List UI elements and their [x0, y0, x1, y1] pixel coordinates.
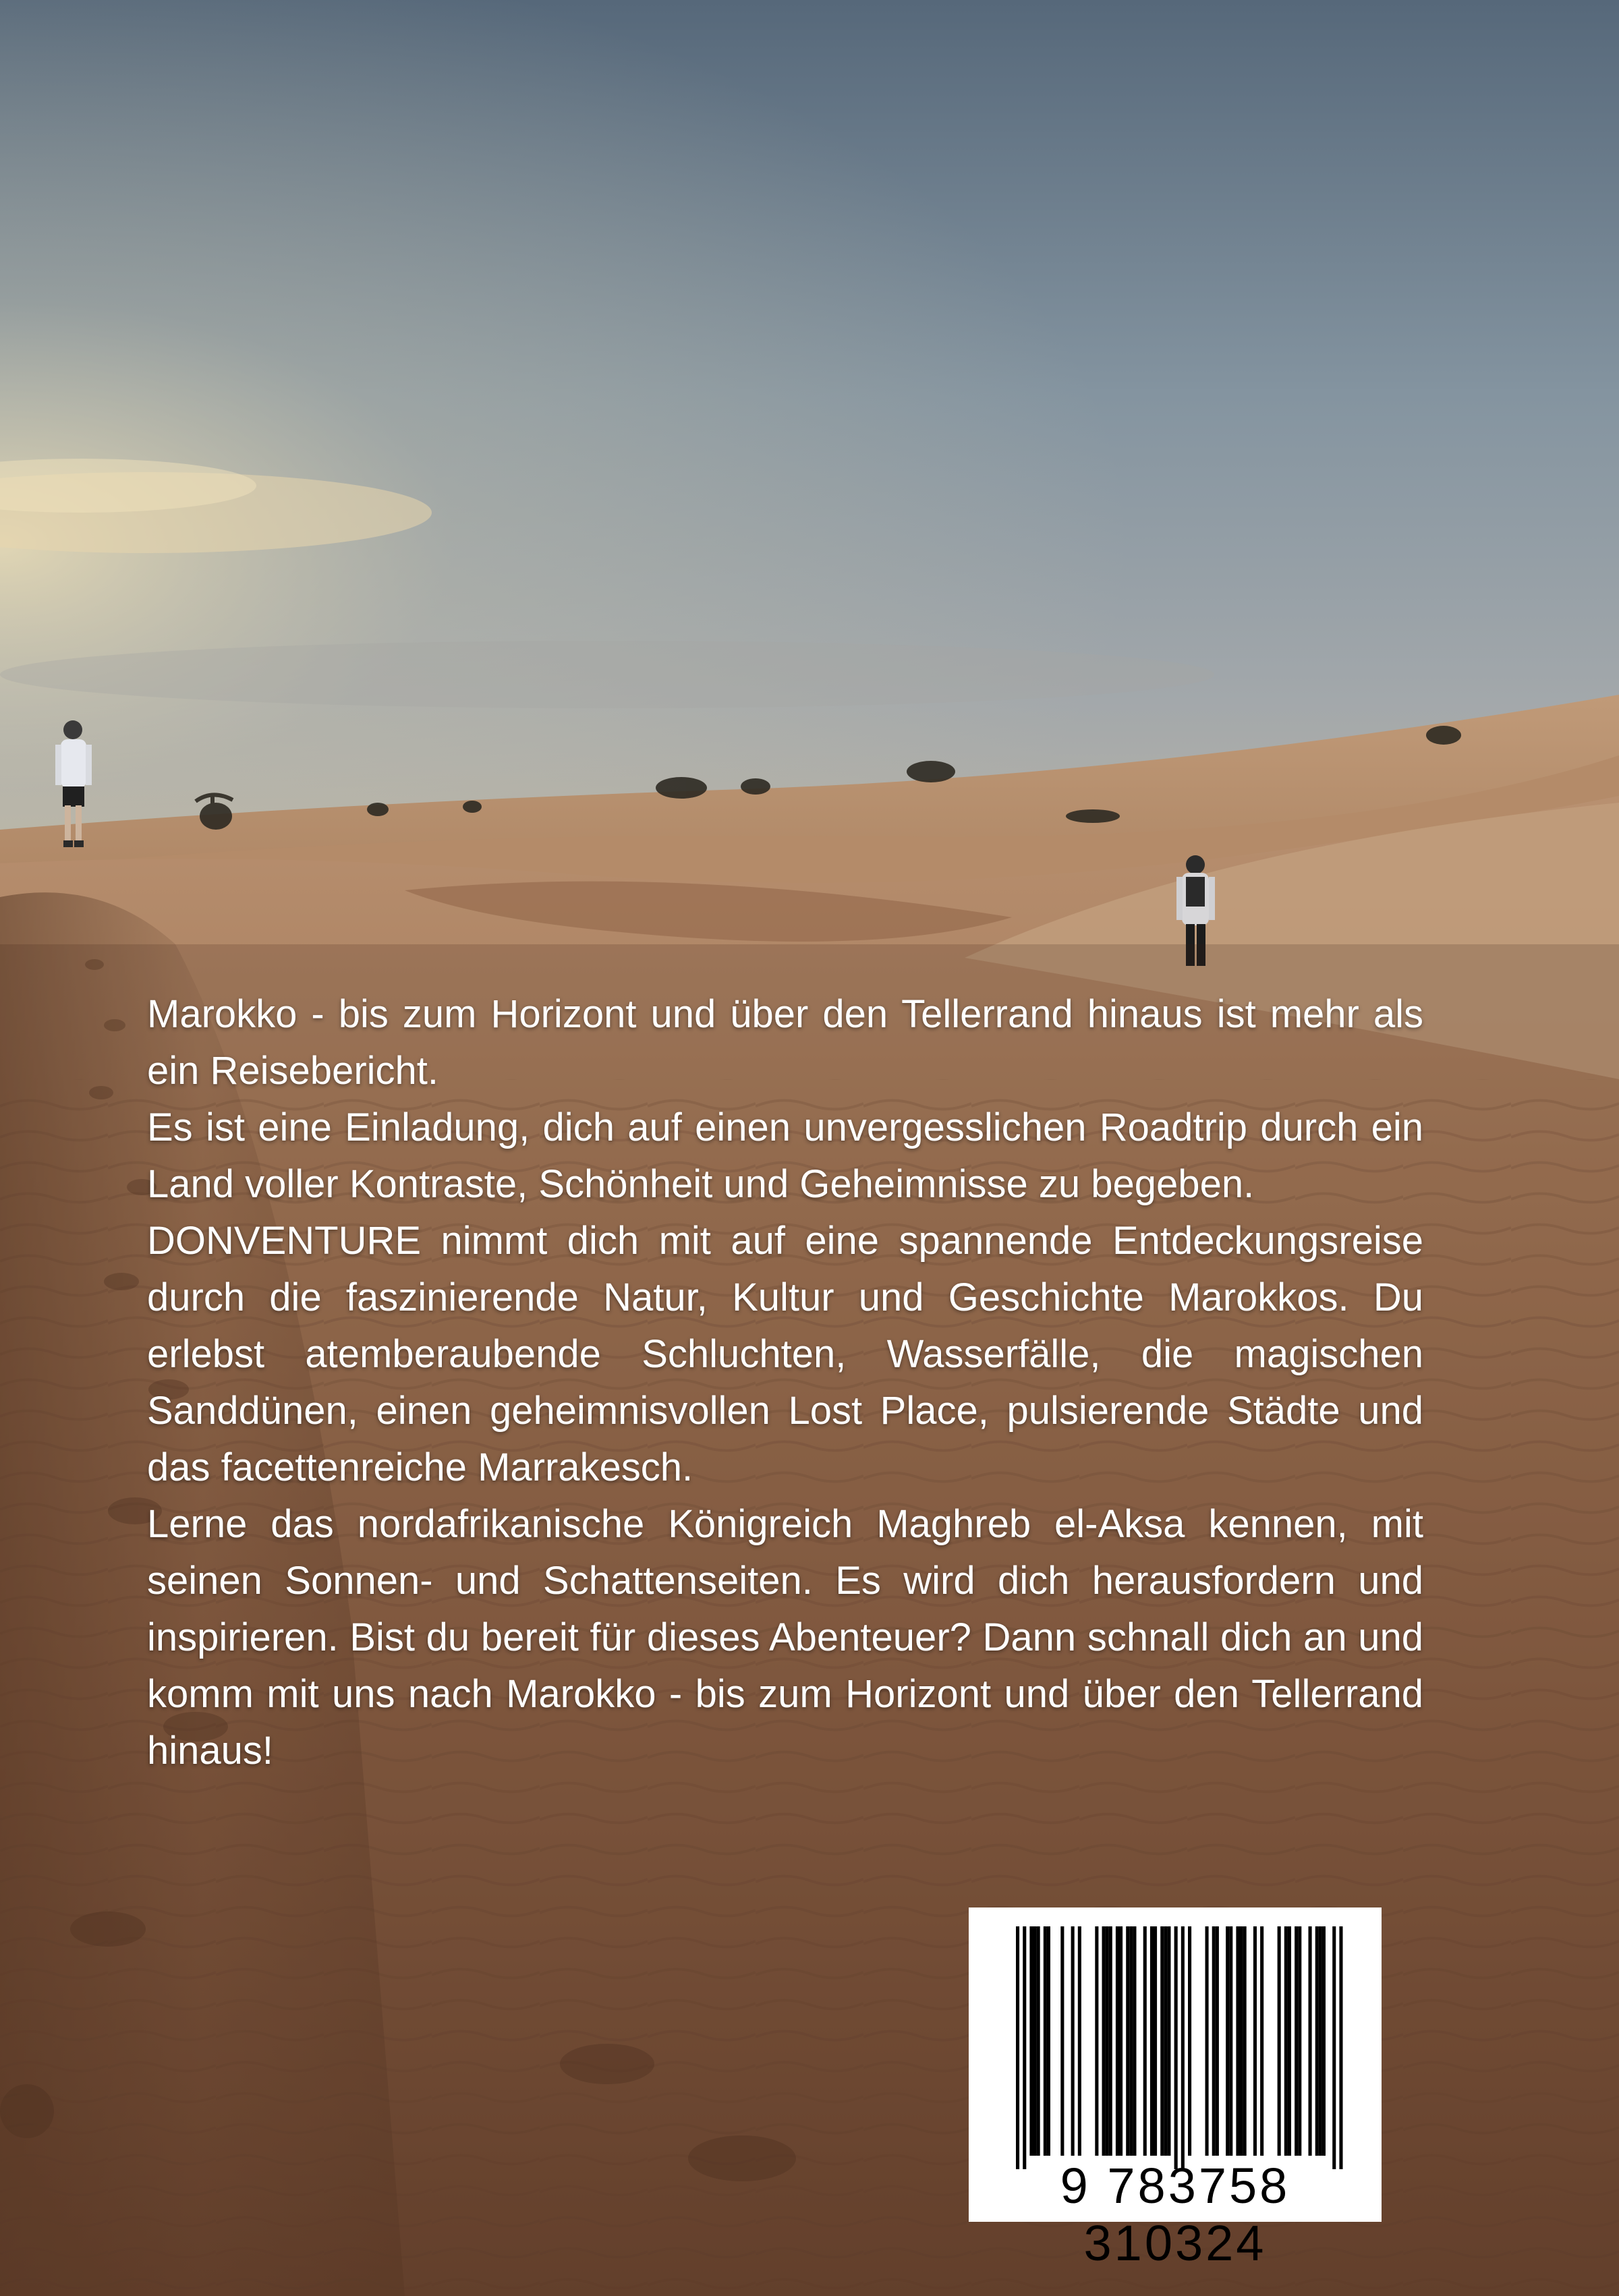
- barcode-bar: [1143, 1926, 1147, 2156]
- barcode-bar: [1309, 1926, 1312, 2156]
- barcode-bar: [1260, 1926, 1263, 2156]
- blurb-paragraph-4: Lerne das nordafrikanische Königreich Maghreb el-Aksa kennen, mit seinen Sonnen- und Schattenseiten. Es wird dich herausfordern und inspirieren. Bist du bereit für dieses Abenteuer? Dann schnall dich an und komm mit uns nach Marokko - bis zum Horizont und über den Tellerrand hinaus!: [147, 1502, 1423, 1773]
- barcode-bar: [1164, 1926, 1167, 2156]
- barcode-bar: [1029, 1926, 1033, 2156]
- barcode-bar: [1212, 1926, 1216, 2156]
- barcode-bar: [1205, 1926, 1209, 2156]
- barcode-bar: [1236, 1926, 1239, 2156]
- back-cover-blurb: [147, 986, 1423, 1779]
- barcode-bar: [1226, 1926, 1229, 2156]
- barcode-bar: [1315, 1926, 1319, 2156]
- barcode-bar: [1129, 1926, 1133, 2156]
- blurb-paragraph-1: Marokko - bis zum Horizont und über den Tellerrand hinaus ist mehr als ein Reisebericht.: [147, 992, 1423, 1093]
- barcode-bar: [1188, 1926, 1191, 2156]
- isbn-number: 9 783758 310324: [1060, 2158, 1290, 2271]
- barcode-bar: [1119, 1926, 1123, 2156]
- barcode-bar: [1071, 1926, 1075, 2156]
- blurb-paragraph-3: DONVENTURE nimmt dich mit auf eine spannende Entdeckungsreise durch die faszinierende Natur, Kultur und Geschichte Marokkos. Du erlebst atemberaubende Schluchten, Wasserfälle, die magischen Sanddünen, einen geheimnisvollen Lost Place, pulsierende Städte und das facettenreiche Marrakesch.: [147, 1219, 1423, 1489]
- barcode-bar: [1319, 1926, 1322, 2156]
- isbn-barcode: [969, 1907, 1382, 2271]
- barcode-bar: [1109, 1926, 1112, 2156]
- barcode-bar: [1106, 1926, 1109, 2156]
- barcode-bar: [1095, 1926, 1098, 2156]
- barcode-bar: [1243, 1926, 1247, 2156]
- barcode-bar: [1284, 1926, 1288, 2156]
- barcode-bar: [1278, 1926, 1281, 2156]
- barcode-bar: [1174, 1926, 1178, 2169]
- barcode-bar: [1133, 1926, 1136, 2156]
- barcode-bar: [1037, 1926, 1040, 2156]
- barcode-bar: [1102, 1926, 1106, 2156]
- barcode-bar: [1322, 1926, 1326, 2156]
- barcode-bar: [1060, 1926, 1064, 2156]
- barcode-bar: [1216, 1926, 1219, 2156]
- barcode-bar: [1023, 1926, 1026, 2169]
- barcode-bar: [1047, 1926, 1050, 2156]
- barcode-bar: [1150, 1926, 1154, 2156]
- barcode-bar: [1116, 1926, 1119, 2156]
- barcode-bar: [1033, 1926, 1037, 2156]
- barcode-bar: [1332, 1926, 1336, 2169]
- barcode-bar: [1078, 1926, 1081, 2156]
- barcode-bar: [1016, 1926, 1019, 2169]
- barcode-bar: [1339, 1926, 1342, 2169]
- barcode-bar: [1167, 1926, 1170, 2156]
- barcode-bar: [1298, 1926, 1301, 2156]
- barcode-bar: [1044, 1926, 1047, 2156]
- barcode-bar: [1160, 1926, 1164, 2156]
- blurb-paragraph-2: Es ist eine Einladung, dich auf einen unvergesslichen Roadtrip durch ein Land voller Kontraste, Schönheit und Geheimnisse zu begeben.: [147, 1106, 1423, 1206]
- barcode-bar: [1253, 1926, 1257, 2156]
- barcode-bar: [1295, 1926, 1298, 2156]
- barcode-bar: [1126, 1926, 1129, 2156]
- barcode-bar: [1288, 1926, 1291, 2156]
- barcode-bar: [1229, 1926, 1232, 2156]
- barcode-bar: [1240, 1926, 1243, 2156]
- barcode-bar: [1154, 1926, 1157, 2156]
- barcode-bar: [1181, 1926, 1185, 2169]
